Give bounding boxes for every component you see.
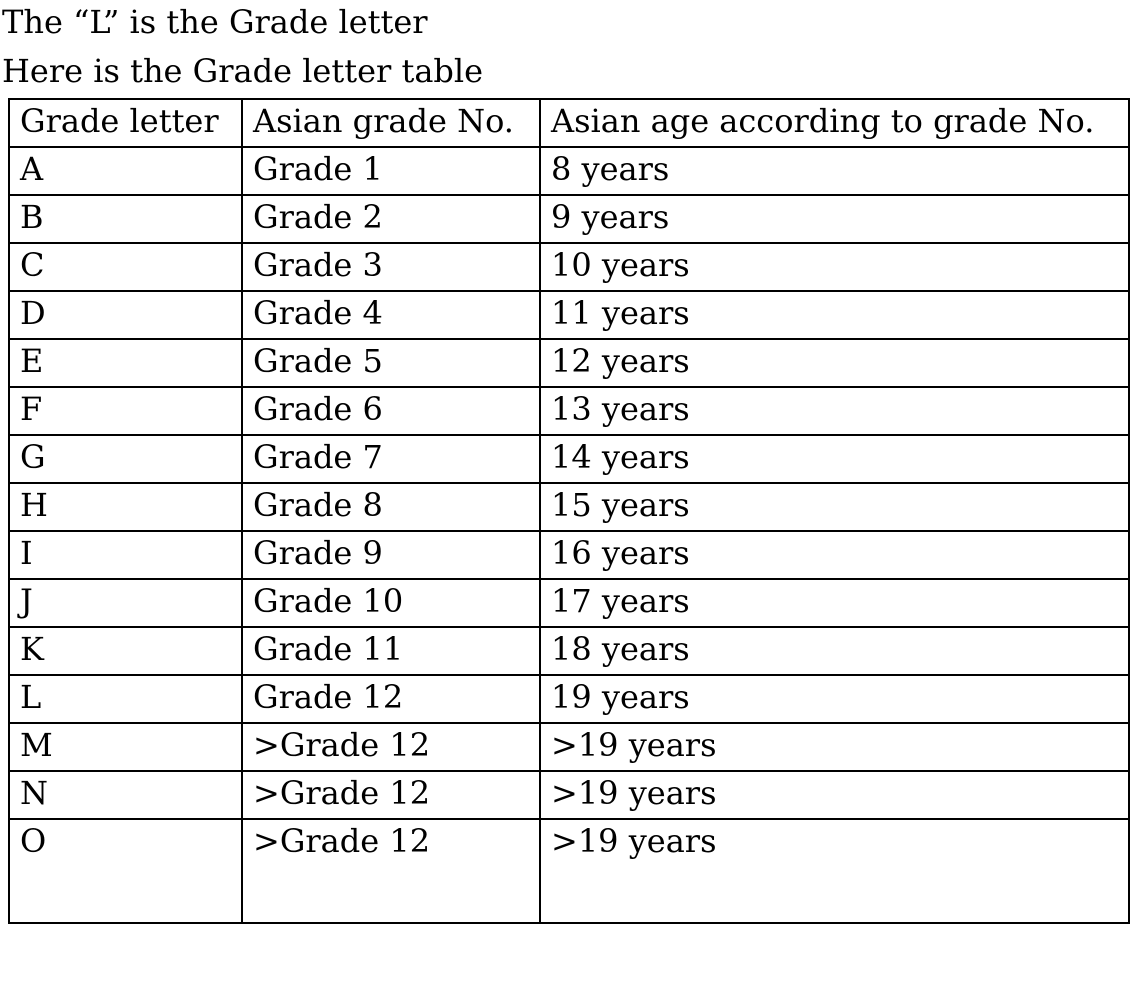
table-row [9, 579, 1129, 627]
header-asian-grade-no: Asian grade No. [242, 99, 540, 147]
grade-letter-cell: H [9, 483, 242, 531]
asian-age-cell: 18 years [540, 627, 1129, 675]
header-asian-age: Asian age according to grade No. [540, 99, 1129, 147]
asian-age-cell: >19 years [540, 819, 1129, 923]
asian-grade-no-cell: Grade 10 [242, 579, 540, 627]
asian-grade-no-cell: Grade 9 [242, 531, 540, 579]
asian-grade-no-cell: Grade 7 [242, 435, 540, 483]
grade-letter-cell: N [9, 771, 242, 819]
grade-letter-cell: B [9, 195, 242, 243]
grade-letter-cell: I [9, 531, 242, 579]
grade-letter-cell: C [9, 243, 242, 291]
asian-age-cell: 16 years [540, 531, 1129, 579]
asian-grade-no-cell: Grade 4 [242, 291, 540, 339]
asian-grade-no-cell: >Grade 12 [242, 819, 540, 923]
grade-letter-cell: O [9, 819, 242, 923]
table-row [9, 819, 1129, 923]
asian-grade-no-cell: Grade 8 [242, 483, 540, 531]
grade-letter-cell: J [9, 579, 242, 627]
asian-age-cell: 13 years [540, 387, 1129, 435]
asian-age-cell: 19 years [540, 675, 1129, 723]
table-row [9, 627, 1129, 675]
asian-age-cell: 10 years [540, 243, 1129, 291]
table-header-row [9, 99, 1129, 147]
grade-letter-table [8, 98, 1130, 924]
table-row [9, 147, 1129, 195]
asian-grade-no-cell: Grade 6 [242, 387, 540, 435]
asian-grade-no-cell: Grade 2 [242, 195, 540, 243]
table-row [9, 771, 1129, 819]
grade-table-body [9, 99, 1129, 923]
asian-age-cell: >19 years [540, 723, 1129, 771]
grade-letter-cell: D [9, 291, 242, 339]
asian-grade-no-cell: >Grade 12 [242, 723, 540, 771]
asian-age-cell: 9 years [540, 195, 1129, 243]
table-row [9, 339, 1129, 387]
table-row [9, 195, 1129, 243]
asian-grade-no-cell: >Grade 12 [242, 771, 540, 819]
asian-age-cell: >19 years [540, 771, 1129, 819]
table-row [9, 675, 1129, 723]
grade-letter-cell: K [9, 627, 242, 675]
table-row [9, 483, 1129, 531]
header-grade-letter: Grade letter [9, 99, 242, 147]
table-row [9, 435, 1129, 483]
asian-age-cell: 12 years [540, 339, 1129, 387]
asian-grade-no-cell: Grade 11 [242, 627, 540, 675]
grade-letter-cell: M [9, 723, 242, 771]
table-row [9, 723, 1129, 771]
table-row [9, 243, 1129, 291]
asian-grade-no-cell: Grade 5 [242, 339, 540, 387]
grade-letter-cell: L [9, 675, 242, 723]
table-row [9, 531, 1129, 579]
grade-letter-cell: E [9, 339, 242, 387]
asian-age-cell: 11 years [540, 291, 1129, 339]
asian-age-cell: 14 years [540, 435, 1129, 483]
intro-line-table-caption: Here is the Grade letter table [2, 52, 484, 90]
asian-age-cell: 8 years [540, 147, 1129, 195]
grade-letter-cell: G [9, 435, 242, 483]
grade-letter-cell: F [9, 387, 242, 435]
asian-grade-no-cell: Grade 1 [242, 147, 540, 195]
asian-grade-no-cell: Grade 12 [242, 675, 540, 723]
table-row [9, 291, 1129, 339]
intro-line-grade-letter: The “L” is the Grade letter [2, 3, 428, 41]
asian-age-cell: 17 years [540, 579, 1129, 627]
grade-letter-cell: A [9, 147, 242, 195]
asian-grade-no-cell: Grade 3 [242, 243, 540, 291]
table-row [9, 387, 1129, 435]
asian-age-cell: 15 years [540, 483, 1129, 531]
